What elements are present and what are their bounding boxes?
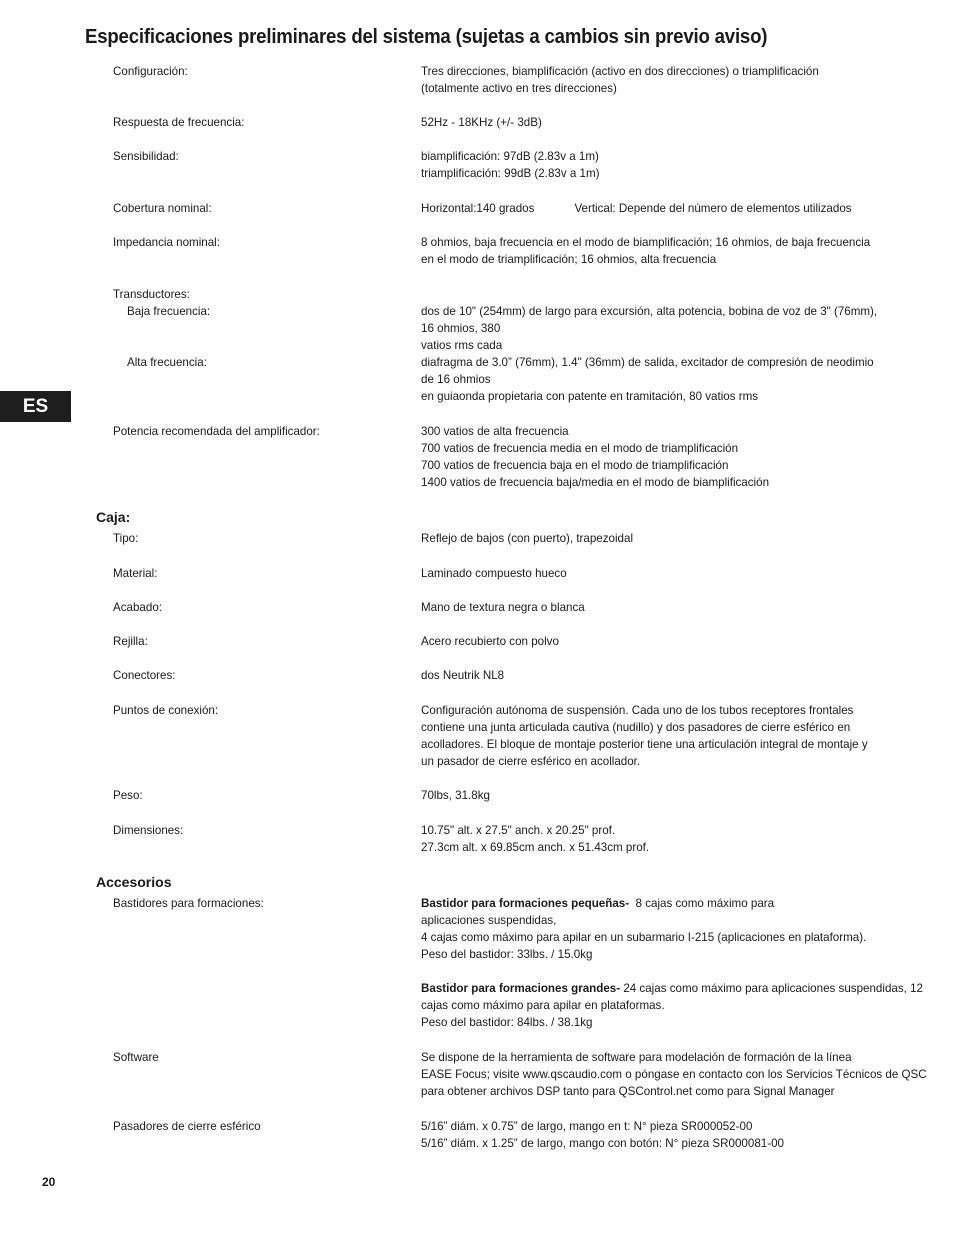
spec-label: Respuesta de frecuencia: [113, 116, 245, 129]
large-frame-title: Bastidor para formaciones grandes- [421, 982, 621, 995]
value-line: 16 ohmios, 380 [421, 322, 501, 335]
spec-sublabel-alta: Alta frecuencia: [127, 356, 207, 369]
value-line: 4 cajas como máximo para apilar en un subarmario I-215 (aplicaciones en plataforma). [421, 931, 867, 944]
spec-label: Material: [113, 567, 158, 580]
value-line: acolladores. El bloque de montaje posterior tiene una articulación integral de montaje y [421, 738, 868, 751]
value-line: dos de 10" (254mm) de largo para excursión, alta potencia, bobina de voz de 3" (76mm), [421, 305, 878, 318]
value-line: en el modo de triamplificación; 16 ohmios, alta frecuencia [421, 253, 717, 266]
language-tab: ES [0, 391, 71, 422]
spec-value: dos Neutrik NL8 [421, 669, 505, 682]
spec-value [421, 895, 931, 1031]
spec-label: Configuración: [113, 65, 188, 78]
value-line: en guiaonda propietaria con patente en tramitación, 80 vatios rms [421, 390, 759, 403]
spec-label: Cobertura nominal: [113, 202, 212, 215]
value-line: 700 vatios de frecuencia baja en el modo de triamplificación [421, 459, 729, 472]
spec-value [421, 63, 931, 97]
value-line: 5/16” diám. x 1.25” de largo, mango con botón: N° pieza SR000081-00 [421, 1137, 784, 1150]
spec-value [421, 1118, 931, 1152]
value-line: biamplificación: 97dB (2.83v a 1m) [421, 150, 599, 163]
value-line: vatios rms cada [421, 339, 503, 352]
value-line: 8 ohmios, baja frecuencia en el modo de biamplificación; 16 ohmios, de baja frecuencia [421, 236, 871, 249]
value-line: 24 cajas como máximo para aplicaciones suspendidas, 12 [620, 982, 923, 995]
spec-label: Conectores: [113, 669, 176, 682]
spec-label: Tipo: [113, 532, 139, 545]
value-line: triamplificación: 99dB (2.83v a 1m) [421, 167, 600, 180]
spec-value [421, 702, 931, 770]
spec-value: Reflejo de bajos (con puerto), trapezoidal [421, 532, 634, 545]
value-line: 700 vatios de frecuencia media en el modo de triamplificación [421, 442, 739, 455]
value-line: Peso del bastidor: 84lbs. / 38.1kg [421, 1016, 593, 1029]
spec-value [421, 148, 931, 182]
value-line: Se dispone de la herramienta de software para modelación de formación de la línea [421, 1051, 852, 1064]
spec-value: Laminado compuesto hueco [421, 567, 567, 580]
value-line: aplicaciones suspendidas, [421, 914, 557, 927]
spec-value [421, 286, 931, 405]
value-line: 10.75" alt. x 27.5" anch. x 20.25" prof. [421, 824, 616, 837]
value-line: Tres direcciones, biamplificación (activo en dos direcciones) o triamplificación [421, 65, 819, 78]
value-line: contiene una junta articulada cautiva (nudillo) y dos pasadores de cierre esférico en [421, 721, 851, 734]
page-title: Especificaciones preliminares del sistema (sujetas a cambios sin previo aviso) [85, 26, 768, 48]
spec-value: 70lbs, 31.8kg [421, 789, 490, 802]
spec-value [421, 114, 931, 131]
value-line: un pasador de cierre esférico en acollador. [421, 755, 641, 768]
spec-label: Sensibilidad: [113, 150, 179, 163]
value-line: (totalmente activo en tres direcciones) [421, 82, 617, 95]
value-line: 5/16” diám. x 0.75” de largo, mango en t: N° pieza SR000052-00 [421, 1120, 753, 1133]
section-heading-caja: Caja: [96, 509, 131, 525]
spec-label: Potencia recomendada del amplificador: [113, 425, 320, 438]
page-number: 20 [42, 1175, 56, 1189]
value-line: 8 cajas como máximo para [629, 897, 775, 910]
value-line: 27.3cm alt. x 69.85cm anch. x 51.43cm prof. [421, 841, 650, 854]
value-line: diafragma de 3.0” (76mm), 1.4" (36mm) de salida, excitador de compresión de neodimio [421, 356, 874, 369]
spec-label: Peso: [113, 789, 143, 802]
value-line: cajas como máximo para apilar en plataformas. [421, 999, 665, 1012]
spec-label: Bastidores para formaciones: [113, 897, 264, 910]
spec-value [421, 200, 931, 217]
spec-label-group [113, 286, 210, 371]
spec-label: Rejilla: [113, 635, 148, 648]
spec-label: Software [113, 1051, 159, 1064]
value-line: Configuración autónoma de suspensión. Cada uno de los tubos receptores frontales [421, 704, 854, 717]
spec-label: Pasadores de cierre esférico [113, 1120, 261, 1133]
spec-value: Mano de textura negra o blanca [421, 601, 585, 614]
spec-label: Acabado: [113, 601, 162, 614]
coverage-horizontal: Horizontal:140 grados [421, 202, 535, 215]
coverage-vertical: Vertical: Depende del número de elementos utilizados [574, 202, 852, 215]
spec-value [421, 822, 931, 856]
value-line: para obtener archivos DSP tanto para QSControl.net como para Signal Manager [421, 1085, 835, 1098]
spec-value: Acero recubierto con polvo [421, 635, 559, 648]
value-line: 1400 vatios de frecuencia baja/media en el modo de biamplificación [421, 476, 770, 489]
value-line: Peso del bastidor: 33lbs. / 15.0kg [421, 948, 593, 961]
value-line: 300 vatios de alta frecuencia [421, 425, 569, 438]
section-heading-accesorios: Accesorios [96, 874, 172, 890]
spec-label: Transductores: [113, 288, 190, 301]
spec-label: Puntos de conexión: [113, 704, 219, 717]
spec-value [421, 1049, 931, 1100]
value-line: de 16 ohmios [421, 373, 491, 386]
value-line: 52Hz - 18KHz (+/- 3dB) [421, 116, 542, 129]
small-frame-title: Bastidor para formaciones pequeñas- [421, 897, 630, 910]
spec-sublabel-baja: Baja frecuencia: [127, 305, 211, 318]
value-line: EASE Focus; visite www.qscaudio.com o póngase en contacto con los Servicios Técnicos de QSC [421, 1068, 927, 1081]
spec-label: Impedancia nominal: [113, 236, 220, 249]
spec-value [421, 234, 931, 268]
spec-label: Dimensiones: [113, 824, 184, 837]
spec-value [421, 423, 931, 491]
